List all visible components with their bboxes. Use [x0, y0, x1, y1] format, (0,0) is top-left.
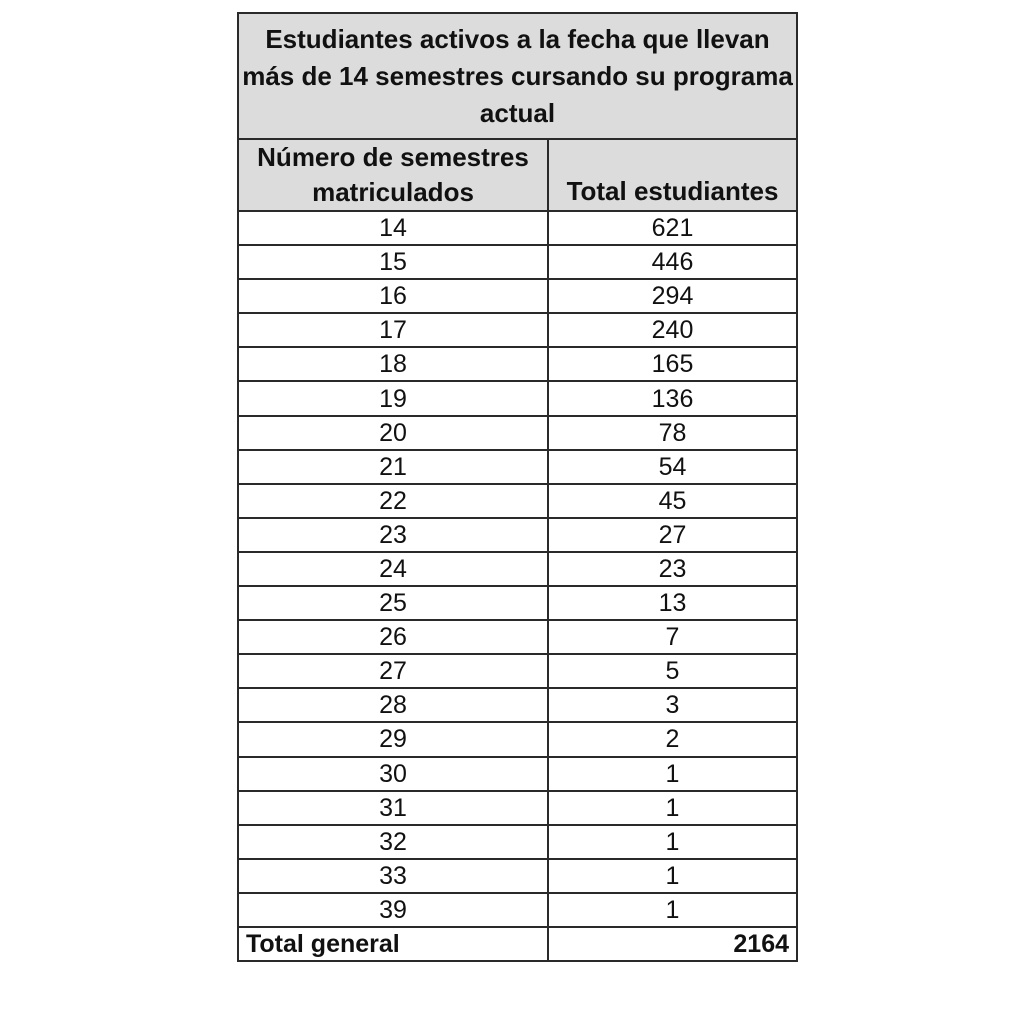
total-cell: 27 — [548, 518, 797, 552]
table-row — [238, 654, 797, 688]
total-cell: 1 — [548, 825, 797, 859]
title-row — [238, 13, 797, 139]
total-cell: 13 — [548, 586, 797, 620]
semestres-cell: 39 — [238, 893, 548, 927]
table-row — [238, 722, 797, 756]
column-header-total: Total estudiantes — [548, 139, 797, 211]
table-row — [238, 313, 797, 347]
students-table — [237, 12, 798, 962]
table-row — [238, 484, 797, 518]
table-row — [238, 859, 797, 893]
table-row — [238, 688, 797, 722]
total-cell: 1 — [548, 791, 797, 825]
semestres-cell: 26 — [238, 620, 548, 654]
semestres-cell: 29 — [238, 722, 548, 756]
table-row — [238, 825, 797, 859]
total-cell: 5 — [548, 654, 797, 688]
total-value: 2164 — [548, 927, 797, 961]
total-cell: 1 — [548, 757, 797, 791]
table-row — [238, 381, 797, 415]
table-title: Estudiantes activos a la fecha que llevan más de 14 semestres cursando su programa actual — [238, 13, 797, 139]
total-cell: 240 — [548, 313, 797, 347]
table-row — [238, 211, 797, 245]
total-cell: 7 — [548, 620, 797, 654]
semestres-cell: 15 — [238, 245, 548, 279]
semestres-cell: 30 — [238, 757, 548, 791]
column-header-semestres: Número de semestres matriculados — [238, 139, 548, 211]
semestres-cell: 14 — [238, 211, 548, 245]
total-cell: 621 — [548, 211, 797, 245]
table-row — [238, 552, 797, 586]
total-cell: 1 — [548, 893, 797, 927]
table-row — [238, 279, 797, 313]
semestres-cell: 24 — [238, 552, 548, 586]
table-row — [238, 347, 797, 381]
semestres-cell: 16 — [238, 279, 548, 313]
header-row — [238, 139, 797, 211]
semestres-cell: 28 — [238, 688, 548, 722]
semestres-cell: 18 — [238, 347, 548, 381]
table-row — [238, 518, 797, 552]
semestres-cell: 32 — [238, 825, 548, 859]
total-cell: 54 — [548, 450, 797, 484]
total-cell: 165 — [548, 347, 797, 381]
total-cell: 78 — [548, 416, 797, 450]
table-row — [238, 620, 797, 654]
semestres-cell: 17 — [238, 313, 548, 347]
semestres-cell: 19 — [238, 381, 548, 415]
semestres-cell: 33 — [238, 859, 548, 893]
total-label: Total general — [238, 927, 548, 961]
total-cell: 2 — [548, 722, 797, 756]
table-row — [238, 791, 797, 825]
semestres-cell: 31 — [238, 791, 548, 825]
semestres-cell: 27 — [238, 654, 548, 688]
total-cell: 45 — [548, 484, 797, 518]
table-row — [238, 416, 797, 450]
semestres-cell: 25 — [238, 586, 548, 620]
total-cell: 23 — [548, 552, 797, 586]
total-cell: 446 — [548, 245, 797, 279]
table-row — [238, 450, 797, 484]
table-row — [238, 757, 797, 791]
semestres-cell: 22 — [238, 484, 548, 518]
table-row — [238, 893, 797, 927]
semestres-cell: 23 — [238, 518, 548, 552]
semestres-cell: 20 — [238, 416, 548, 450]
semestres-cell: 21 — [238, 450, 548, 484]
table-row — [238, 586, 797, 620]
total-cell: 136 — [548, 381, 797, 415]
total-cell: 1 — [548, 859, 797, 893]
total-row — [238, 927, 797, 961]
total-cell: 294 — [548, 279, 797, 313]
table-row — [238, 245, 797, 279]
total-cell: 3 — [548, 688, 797, 722]
